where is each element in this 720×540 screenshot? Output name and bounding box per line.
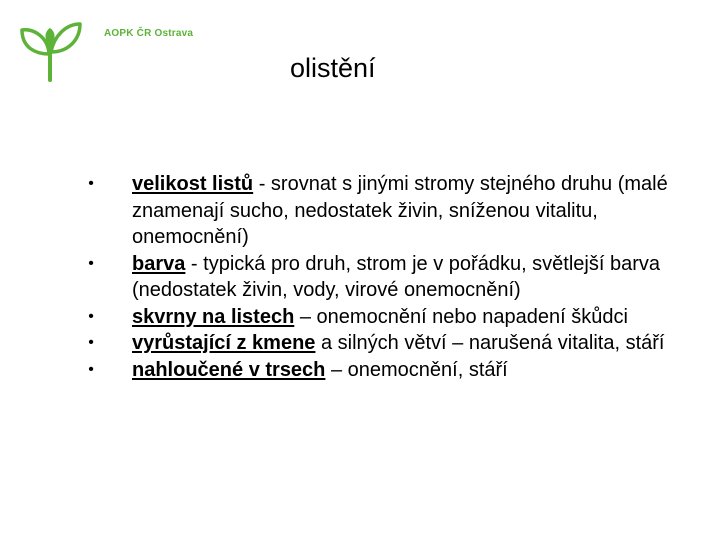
bullet-term: nahloučené v trsech: [132, 358, 326, 381]
bullet-term: velikost listů: [132, 173, 254, 195]
bullet-text: a silných větví – narušená vitalita, stáří: [315, 332, 665, 354]
organization-name: AOPK ČR Ostrava: [104, 28, 194, 39]
bullet-list: [84, 171, 704, 383]
list-item: [84, 304, 704, 331]
slide-title: olistění: [290, 53, 376, 83]
bullet-icon: •: [88, 360, 94, 378]
bullet-icon: •: [88, 307, 94, 325]
list-item: [84, 357, 704, 384]
bullet-text: - typická pro druh, strom je v pořádku, světlejší barva (nedostatek živin, vody, virové onemocnění): [132, 252, 661, 301]
bullet-icon: •: [88, 175, 94, 192]
list-item: [84, 330, 704, 357]
list-item: [84, 251, 704, 304]
list-item: [84, 171, 704, 251]
bullet-text: - srovnat s jinými stromy stejného druhu (malé znamenají sucho, nedostatek živin, sníženou vitalitu, onemocnění): [132, 173, 668, 248]
bullet-term: barva: [132, 252, 186, 275]
bullet-icon: •: [88, 334, 94, 351]
bullet-term: skvrny na listech: [132, 305, 295, 328]
bullet-text: – onemocnění nebo napadení škůdci: [294, 305, 628, 328]
bullet-term: vyrůstající z kmene: [132, 332, 316, 354]
bullet-text: – onemocnění, stáří: [325, 358, 508, 381]
bullet-icon: •: [88, 254, 94, 272]
